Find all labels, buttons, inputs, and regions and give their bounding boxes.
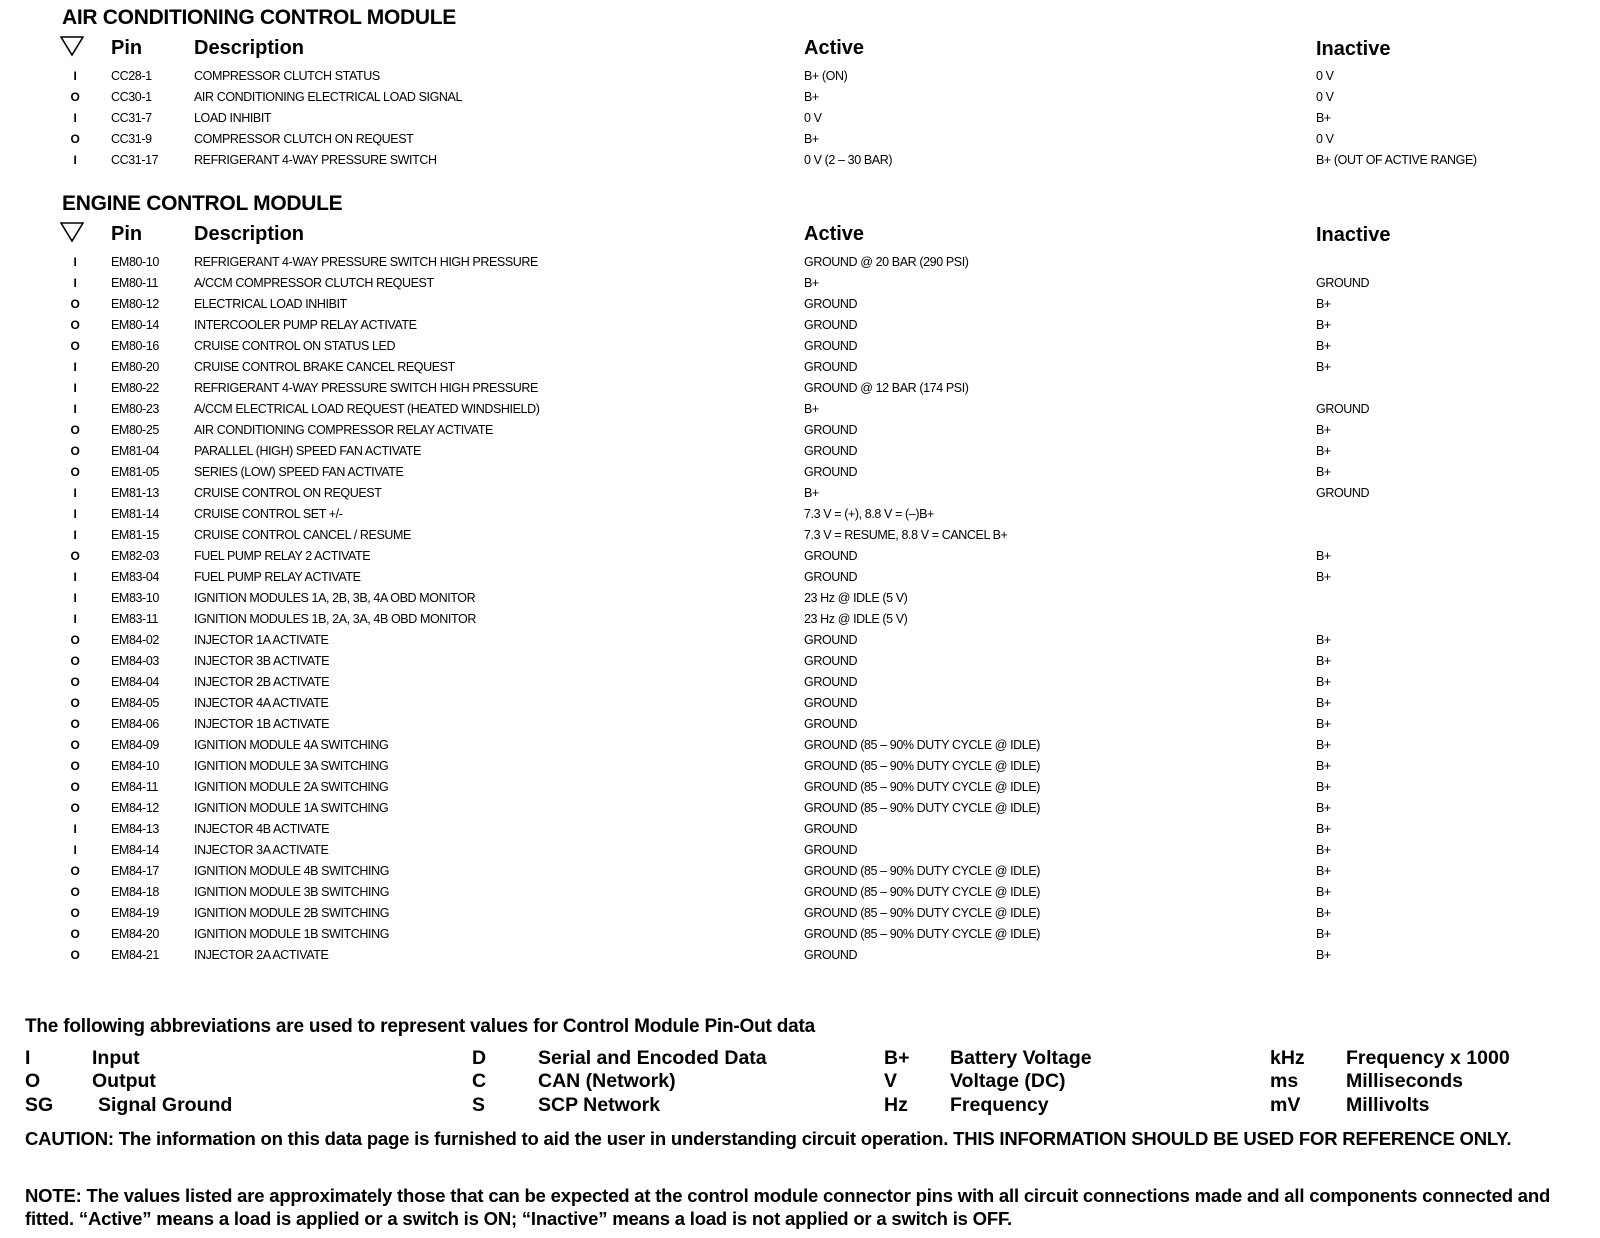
abbr-code: ms	[1270, 1070, 1299, 1092]
io-cell: I	[73, 822, 77, 836]
abbr-meaning: Voltage (DC)	[950, 1070, 1066, 1092]
table-row	[0, 609, 1600, 629]
abbr-code: D	[472, 1047, 487, 1069]
pin-cell: EM84-13	[111, 822, 159, 836]
io-cell: O	[70, 297, 80, 311]
table-row	[0, 840, 1600, 860]
description-cell: CRUISE CONTROL ON REQUEST	[194, 486, 382, 500]
pin-cell: EM83-10	[111, 591, 159, 605]
acm-header-active: Active	[804, 37, 865, 59]
active-cell: GROUND	[804, 360, 858, 374]
description-cell: PARALLEL (HIGH) SPEED FAN ACTIVATE	[194, 444, 421, 458]
table-row	[0, 945, 1600, 965]
pin-cell: EM84-04	[111, 675, 159, 689]
active-cell: GROUND	[804, 318, 858, 332]
inactive-cell: GROUND	[1316, 486, 1370, 500]
table-row	[0, 462, 1600, 482]
active-cell: GROUND	[804, 465, 858, 479]
inactive-cell: B+	[1316, 654, 1331, 668]
io-cell: I	[73, 111, 77, 125]
description-cell: INTERCOOLER PUMP RELAY ACTIVATE	[194, 318, 417, 332]
table-row	[0, 735, 1600, 755]
io-cell: O	[70, 801, 80, 815]
table-row	[0, 150, 1600, 170]
abbr-meaning: Serial and Encoded Data	[538, 1047, 767, 1069]
inactive-cell: B+	[1316, 759, 1331, 773]
pin-cell: EM84-03	[111, 654, 159, 668]
io-cell: O	[70, 132, 80, 146]
inactive-cell: 0 V	[1316, 69, 1334, 83]
abbr-code: C	[472, 1070, 487, 1092]
active-cell: 7.3 V = (+), 8.8 V = (–)B+	[804, 507, 934, 521]
inactive-cell: B+	[1316, 570, 1331, 584]
description-cell: IGNITION MODULE 2B SWITCHING	[194, 906, 390, 920]
note-text: NOTE: The values listed are approximately those that can be expected at the control module connector pins with all circuit connections made and all components connected and fitted. “Active” means a load is applied or a switch is ON; “Inactive” means a load is not applied or a switch is OFF.	[25, 1185, 1551, 1229]
pin-cell: EM84-06	[111, 717, 159, 731]
pin-cell: EM81-14	[111, 507, 159, 521]
inactive-cell: B+ (OUT OF ACTIVE RANGE)	[1316, 153, 1477, 167]
pin-cell: EM84-05	[111, 696, 159, 710]
io-cell: I	[73, 528, 77, 542]
io-cell: O	[70, 780, 80, 794]
active-cell: 0 V (2 – 30 BAR)	[804, 153, 893, 167]
table-row	[0, 315, 1600, 335]
io-cell: I	[73, 402, 77, 416]
abbr-code: I	[25, 1047, 31, 1069]
table-row	[0, 588, 1600, 608]
pin-cell: EM80-16	[111, 339, 159, 353]
description-cell: IGNITION MODULE 3A SWITCHING	[194, 759, 389, 773]
io-cell: I	[73, 360, 77, 374]
inactive-cell: B+	[1316, 423, 1331, 437]
pin-cell: EM84-17	[111, 864, 159, 878]
description-cell: CRUISE CONTROL SET +/-	[194, 507, 343, 521]
table-row	[0, 399, 1600, 419]
description-cell: AIR CONDITIONING ELECTRICAL LOAD SIGNAL	[194, 90, 463, 104]
active-cell: GROUND	[804, 948, 858, 962]
ecm-title: ENGINE CONTROL MODULE	[62, 192, 343, 215]
pin-cell: CC31-9	[111, 132, 152, 146]
active-cell: 7.3 V = RESUME, 8.8 V = CANCEL B+	[804, 528, 1008, 542]
abbr-meaning: Input	[92, 1047, 140, 1069]
io-cell: O	[70, 738, 80, 752]
inactive-cell: B+	[1316, 864, 1331, 878]
active-cell: GROUND (85 – 90% DUTY CYCLE @ IDLE)	[804, 927, 1041, 941]
active-cell: B+	[804, 276, 819, 290]
table-row	[0, 525, 1600, 545]
abbr-meaning: Frequency x 1000	[1346, 1047, 1510, 1069]
description-cell: IGNITION MODULE 1B SWITCHING	[194, 927, 390, 941]
active-cell: GROUND (85 – 90% DUTY CYCLE @ IDLE)	[804, 801, 1041, 815]
io-cell: O	[70, 948, 80, 962]
active-cell: GROUND	[804, 570, 858, 584]
description-cell: ELECTRICAL LOAD INHIBIT	[194, 297, 347, 311]
pin-cell: EM83-11	[111, 612, 158, 626]
pin-cell: EM83-04	[111, 570, 159, 584]
io-cell: O	[70, 90, 80, 104]
ecm-header-pin: Pin	[111, 223, 143, 245]
pin-cell: EM84-18	[111, 885, 159, 899]
active-cell: GROUND	[804, 717, 858, 731]
pin-cell: CC30-1	[111, 90, 152, 104]
table-row	[0, 777, 1600, 797]
inactive-cell: B+	[1316, 927, 1331, 941]
abbr-meaning: Output	[92, 1070, 156, 1092]
active-cell: GROUND	[804, 675, 858, 689]
active-cell: GROUND	[804, 654, 858, 668]
io-cell: O	[70, 675, 80, 689]
active-cell: GROUND	[804, 822, 858, 836]
io-cell: O	[70, 759, 80, 773]
inactive-cell: B+	[1316, 339, 1331, 353]
description-cell: INJECTOR 1B ACTIVATE	[194, 717, 330, 731]
io-cell: O	[70, 927, 80, 941]
pin-cell: EM84-11	[111, 780, 158, 794]
io-cell: O	[70, 549, 80, 563]
inactive-cell: B+	[1316, 780, 1331, 794]
io-triangle-icon	[60, 221, 84, 243]
description-cell: A/CCM ELECTRICAL LOAD REQUEST (HEATED WINDSHIELD)	[194, 402, 540, 416]
table-row	[0, 672, 1600, 692]
abbreviations-title: The following abbreviations are used to represent values for Control Module Pin-Out data	[25, 1016, 816, 1037]
abbr-meaning: Signal Ground	[98, 1094, 233, 1116]
description-cell: IGNITION MODULE 4B SWITCHING	[194, 864, 390, 878]
active-cell: GROUND @ 12 BAR (174 PSI)	[804, 381, 969, 395]
description-cell: IGNITION MODULES 1A, 2B, 3B, 4A OBD MONITOR	[194, 591, 476, 605]
abbr-code: S	[472, 1094, 486, 1116]
inactive-cell: B+	[1316, 822, 1331, 836]
inactive-cell: GROUND	[1316, 402, 1370, 416]
pin-cell: EM82-03	[111, 549, 159, 563]
description-cell: INJECTOR 2B ACTIVATE	[194, 675, 330, 689]
pin-cell: CC28-1	[111, 69, 152, 83]
table-row	[0, 273, 1600, 293]
io-cell: O	[70, 444, 80, 458]
pin-cell: EM84-12	[111, 801, 159, 815]
description-cell: CRUISE CONTROL CANCEL / RESUME	[194, 528, 411, 542]
acm-header-inactive: Inactive	[1316, 38, 1391, 60]
description-cell: IGNITION MODULES 1B, 2A, 3A, 4B OBD MONITOR	[194, 612, 476, 626]
acm-title: AIR CONDITIONING CONTROL MODULE	[62, 6, 456, 29]
pin-cell: EM84-19	[111, 906, 159, 920]
description-cell: FUEL PUMP RELAY 2 ACTIVATE	[194, 549, 371, 563]
table-row	[0, 87, 1600, 107]
inactive-cell: B+	[1316, 549, 1331, 563]
active-cell: 0 V	[804, 111, 822, 125]
table-row	[0, 882, 1600, 902]
table-row	[0, 903, 1600, 923]
description-cell: INJECTOR 3B ACTIVATE	[194, 654, 330, 668]
table-row	[0, 357, 1600, 377]
pin-cell: EM84-10	[111, 759, 159, 773]
abbr-meaning: Milliseconds	[1346, 1070, 1464, 1092]
description-cell: SERIES (LOW) SPEED FAN ACTIVATE	[194, 465, 404, 479]
table-row	[0, 567, 1600, 587]
table-row	[0, 378, 1600, 398]
active-cell: GROUND (85 – 90% DUTY CYCLE @ IDLE)	[804, 906, 1041, 920]
active-cell: 23 Hz @ IDLE (5 V)	[804, 612, 908, 626]
table-row	[0, 924, 1600, 944]
table-row	[0, 756, 1600, 776]
pin-cell: EM84-21	[111, 948, 159, 962]
active-cell: GROUND	[804, 339, 858, 353]
io-cell: O	[70, 465, 80, 479]
inactive-cell: B+	[1316, 297, 1331, 311]
pin-cell: CC31-17	[111, 153, 159, 167]
pin-cell: EM81-15	[111, 528, 159, 542]
inactive-cell: B+	[1316, 465, 1331, 479]
inactive-cell: B+	[1316, 444, 1331, 458]
description-cell: IGNITION MODULE 4A SWITCHING	[194, 738, 389, 752]
description-cell: REFRIGERANT 4-WAY PRESSURE SWITCH HIGH PRESSURE	[194, 381, 538, 395]
abbr-meaning: CAN (Network)	[538, 1070, 676, 1092]
abbr-meaning: Battery Voltage	[950, 1047, 1092, 1069]
table-row	[0, 651, 1600, 671]
io-cell: O	[70, 864, 80, 878]
pin-cell: EM84-20	[111, 927, 159, 941]
table-row	[0, 108, 1600, 128]
active-cell: GROUND (85 – 90% DUTY CYCLE @ IDLE)	[804, 885, 1041, 899]
active-cell: B+	[804, 90, 819, 104]
table-row	[0, 798, 1600, 818]
description-cell: CRUISE CONTROL BRAKE CANCEL REQUEST	[194, 360, 455, 374]
abbr-meaning: Frequency	[950, 1094, 1049, 1116]
ecm-header-active: Active	[804, 223, 865, 245]
caution-text: CAUTION: The information on this data page is furnished to aid the user in understanding circuit operation. THIS INFORMATION SHOULD BE USED FOR REFERENCE ONLY.	[25, 1128, 1512, 1149]
pin-cell: EM81-05	[111, 465, 159, 479]
io-cell: I	[73, 591, 77, 605]
acm-header-row	[0, 37, 1600, 63]
pin-cell: EM84-09	[111, 738, 159, 752]
acm-header-pin: Pin	[111, 37, 143, 59]
pin-cell: EM80-22	[111, 381, 159, 395]
description-cell: COMPRESSOR CLUTCH STATUS	[194, 69, 380, 83]
active-cell: GROUND	[804, 843, 858, 857]
description-cell: CRUISE CONTROL ON STATUS LED	[194, 339, 396, 353]
inactive-cell: B+	[1316, 906, 1331, 920]
description-cell: IGNITION MODULE 2A SWITCHING	[194, 780, 389, 794]
table-row	[0, 693, 1600, 713]
inactive-cell: B+	[1316, 318, 1331, 332]
pin-cell: EM81-13	[111, 486, 159, 500]
io-cell: I	[73, 276, 77, 290]
active-cell: B+	[804, 402, 819, 416]
io-cell: O	[70, 339, 80, 353]
io-cell: O	[70, 696, 80, 710]
io-cell: O	[70, 318, 80, 332]
description-cell: FUEL PUMP RELAY ACTIVATE	[194, 570, 361, 584]
inactive-cell: B+	[1316, 801, 1331, 815]
table-row	[0, 546, 1600, 566]
active-cell: GROUND (85 – 90% DUTY CYCLE @ IDLE)	[804, 759, 1041, 773]
inactive-cell: 0 V	[1316, 90, 1334, 104]
description-cell: INJECTOR 3A ACTIVATE	[194, 843, 329, 857]
pin-cell: EM80-25	[111, 423, 159, 437]
abbr-code: Hz	[884, 1094, 908, 1116]
inactive-cell: B+	[1316, 948, 1331, 962]
io-cell: I	[73, 255, 77, 269]
active-cell: GROUND @ 20 BAR (290 PSI)	[804, 255, 969, 269]
io-cell: O	[70, 906, 80, 920]
io-cell: I	[73, 612, 77, 626]
inactive-cell: 0 V	[1316, 132, 1334, 146]
inactive-cell: B+	[1316, 696, 1331, 710]
ecm-header-description: Description	[194, 223, 305, 245]
io-cell: O	[70, 633, 80, 647]
pin-cell: EM84-02	[111, 633, 159, 647]
active-cell: GROUND	[804, 549, 858, 563]
active-cell: GROUND	[804, 423, 858, 437]
table-row	[0, 714, 1600, 734]
active-cell: GROUND (85 – 90% DUTY CYCLE @ IDLE)	[804, 780, 1041, 794]
pin-cell: EM80-14	[111, 318, 159, 332]
inactive-cell: B+	[1316, 738, 1331, 752]
pin-cell: EM80-20	[111, 360, 159, 374]
description-cell: LOAD INHIBIT	[194, 111, 272, 125]
description-cell: COMPRESSOR CLUTCH ON REQUEST	[194, 132, 414, 146]
io-cell: I	[73, 570, 77, 584]
io-cell: I	[73, 486, 77, 500]
io-cell: I	[73, 69, 77, 83]
table-row	[0, 861, 1600, 881]
table-row	[0, 420, 1600, 440]
pin-cell: EM84-14	[111, 843, 159, 857]
active-cell: 23 Hz @ IDLE (5 V)	[804, 591, 908, 605]
active-cell: B+ (ON)	[804, 69, 848, 83]
active-cell: GROUND	[804, 696, 858, 710]
inactive-cell: B+	[1316, 843, 1331, 857]
io-triangle-icon	[60, 35, 84, 57]
active-cell: GROUND	[804, 444, 858, 458]
io-cell: I	[73, 507, 77, 521]
io-cell: I	[73, 381, 77, 395]
abbr-meaning: SCP Network	[538, 1094, 661, 1116]
table-row	[0, 336, 1600, 356]
description-cell: AIR CONDITIONING COMPRESSOR RELAY ACTIVATE	[194, 423, 493, 437]
inactive-cell: B+	[1316, 633, 1331, 647]
description-cell: IGNITION MODULE 3B SWITCHING	[194, 885, 390, 899]
table-row	[0, 66, 1600, 86]
inactive-cell: B+	[1316, 675, 1331, 689]
description-cell: IGNITION MODULE 1A SWITCHING	[194, 801, 389, 815]
io-cell: O	[70, 654, 80, 668]
inactive-cell: GROUND	[1316, 276, 1370, 290]
inactive-cell: B+	[1316, 360, 1331, 374]
pin-cell: EM80-11	[111, 276, 158, 290]
io-cell: O	[70, 423, 80, 437]
io-cell: O	[70, 885, 80, 899]
description-cell: REFRIGERANT 4-WAY PRESSURE SWITCH HIGH PRESSURE	[194, 255, 538, 269]
abbr-code: kHz	[1270, 1047, 1305, 1069]
table-row	[0, 294, 1600, 314]
pin-cell: CC31-7	[111, 111, 152, 125]
description-cell: INJECTOR 2A ACTIVATE	[194, 948, 329, 962]
abbr-meaning: Millivolts	[1346, 1094, 1430, 1116]
table-row	[0, 819, 1600, 839]
ecm-header-row	[0, 223, 1600, 249]
table-row	[0, 252, 1600, 272]
active-cell: GROUND (85 – 90% DUTY CYCLE @ IDLE)	[804, 864, 1041, 878]
table-row	[0, 441, 1600, 461]
abbr-code: SG	[25, 1094, 54, 1116]
table-row	[0, 504, 1600, 524]
pin-cell: EM80-12	[111, 297, 159, 311]
inactive-cell: B+	[1316, 885, 1331, 899]
active-cell: GROUND (85 – 90% DUTY CYCLE @ IDLE)	[804, 738, 1041, 752]
table-row	[0, 630, 1600, 650]
inactive-cell: B+	[1316, 111, 1331, 125]
abbr-code: V	[884, 1070, 898, 1092]
io-cell: I	[73, 843, 77, 857]
table-row	[0, 129, 1600, 149]
pin-cell: EM80-23	[111, 402, 159, 416]
active-cell: GROUND	[804, 633, 858, 647]
io-cell: O	[70, 717, 80, 731]
description-cell: INJECTOR 4B ACTIVATE	[194, 822, 330, 836]
pin-cell: EM80-10	[111, 255, 159, 269]
active-cell: GROUND	[804, 297, 858, 311]
pin-cell: EM81-04	[111, 444, 159, 458]
active-cell: B+	[804, 132, 819, 146]
active-cell: B+	[804, 486, 819, 500]
description-cell: REFRIGERANT 4-WAY PRESSURE SWITCH	[194, 153, 437, 167]
abbr-code: mV	[1270, 1094, 1301, 1116]
abbr-code: B+	[884, 1047, 910, 1069]
description-cell: A/CCM COMPRESSOR CLUTCH REQUEST	[194, 276, 434, 290]
inactive-cell: B+	[1316, 717, 1331, 731]
table-row	[0, 483, 1600, 503]
abbr-code: O	[25, 1070, 41, 1092]
ecm-header-inactive: Inactive	[1316, 224, 1391, 246]
acm-header-description: Description	[194, 37, 305, 59]
description-cell: INJECTOR 1A ACTIVATE	[194, 633, 329, 647]
io-cell: I	[73, 153, 77, 167]
description-cell: INJECTOR 4A ACTIVATE	[194, 696, 329, 710]
